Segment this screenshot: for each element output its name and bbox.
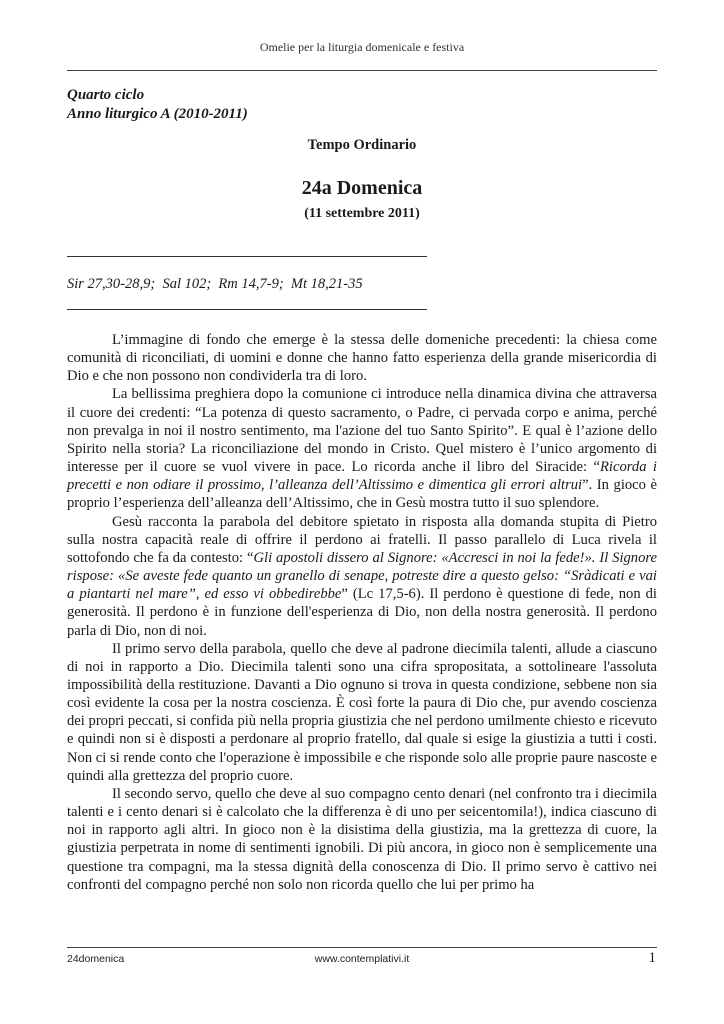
paragraph-3 (67, 513, 657, 640)
paragraph-4: Il primo servo della parabola, quello che deve al padrone diecimila talenti, allude a ciascuno di noi in rapporto a Dio. Diecimila talenti sono una cifra spropositata, a sottolineare l'assoluta impossibilità della restituzione. Davanti a Dio ognuno si trova in questa condizione, sebbene non sia così evidente la cosa per la nostra coscienza. È così forte la paura di Dio che, pur avendo coscienza dei propri peccati, si confida più nella propria giustizia che nel perdono umilmente chiesto e ricevuto e quindi non si è disposti a perdonare al proprio fratello, dal quale si esige la giustizia a tutti i costi. Non ci si rende conto che l'operazione è impossibile e che risponde solo alle proprie paure nascoste e quindi alla grettezza del proprio cuore. (67, 640, 657, 784)
running-header: Omelie per la liturgia domenicale e festiva (259, 40, 465, 54)
sunday-date-text: (11 settembre 2011) (304, 206, 420, 221)
cycle-block (67, 86, 248, 124)
sunday-title-text: 24a Domenica (301, 177, 423, 199)
sunday-date (0, 206, 724, 222)
paragraph-3-text-b: ” (Lc 17,5-6). Il perdono è questione di fede, non di generosità. Il perdono è in funzione dell'esperienza di Dio, non della nostra generosità. Il perdono parla di Dio, non di noi. (67, 586, 657, 639)
homily-body (67, 331, 657, 894)
luke-quote: Gli apostoli dissero al Signore: «Accresci in noi la fede!». Il Signore rispose: «Se aveste fede quanto un granello di senape, potreste dire a questo gelso: “Sràdicati e vai a piantarti nel mare”, ed esso vi obbedirebbe (67, 549, 658, 603)
footer-website-link[interactable] (0, 953, 724, 965)
divider-top (67, 256, 427, 257)
paragraph-3-text-a: Gesù racconta la parabola del debitore spietato in risposta alla domanda stupita di Pietro sulla nostra capacità reale di offrire il perdono ai fratelli. Il passo parallelo di Luca rivela il sottofondo che fa da contesto: “ (67, 513, 657, 566)
footer-website-text[interactable]: www.contemplativi.it (314, 953, 410, 965)
sirach-quote: Ricorda i precetti e non odiare il prossimo, l’alleanza dell’Altissimo e dimentica gli errori altrui (67, 459, 657, 494)
paragraph-2-text-b: ”. In gioco è proprio l’esperienza dell’alleanza dell’Altissimo, che in Gesù mostra tutto il suo splendore. (67, 477, 657, 512)
footer-filename: 24domenica (67, 953, 125, 965)
page-number: 1 (648, 950, 656, 966)
page-title (0, 177, 724, 200)
footer-divider (67, 947, 657, 948)
paragraph-5: Il secondo servo, quello che deve al suo compagno cento denari (nel confronto tra i diecimila talenti e i cento denari si è calcolato che la differenza è di uno per seicentomila!), indica ciascuno di noi in rapporto agli altri. In gioco non è la disistima della giustizia, ma la grettezza di cuore, la giustizia perpetrata in nome di sentimenti ignobili. Di più ancora, in gioco non è semplicemente una questione tra compagni, ma la stessa dignità della conoscenza di Dio. Il primo servo è cattivo nei confronti del compagno perché non solo non ricorda quello che lui per primo ha (67, 785, 657, 893)
readings-reference: Sir 27,30-28,9; Sal 102; Rm 14,7-9; Mt 18,21-35 (67, 276, 363, 292)
season-label: Tempo Ordinario (307, 137, 417, 153)
paragraph-2 (67, 385, 657, 512)
paragraph-2-text-a: La bellissima preghiera dopo la comunione ci introduce nella dinamica divina che attraversa il cuore dei credenti: “La potenza di questo sacramento, o Padre, ci pervada corpo e anima, perché non prevalga in noi il nostro sentimento, ma l'azione del tuo Santo Spirito”. E qual è l’azione dello Spirito nella storia? La riconciliazione del mondo in Cristo. Quel mistero è l’unico argomento di interesse per il cuore se vuol vivere in pace. Lo ricorda anche il libro del Siracide: “ (67, 386, 657, 476)
cycle-label: Quarto ciclo (67, 87, 145, 103)
liturgical-season (0, 137, 724, 154)
divider-bottom (67, 309, 427, 310)
header-divider (67, 70, 657, 71)
paragraph-1: L’immagine di fondo che emerge è la stessa delle domeniche precedenti: la chiesa come comunità di riconciliati, di uomini e donne che hanno fatto esperienza della grande misericordia di Dio e che non possono non condividerla tra di loro. (67, 332, 657, 385)
liturgical-year: Anno liturgico A (2010-2011) (67, 106, 248, 122)
